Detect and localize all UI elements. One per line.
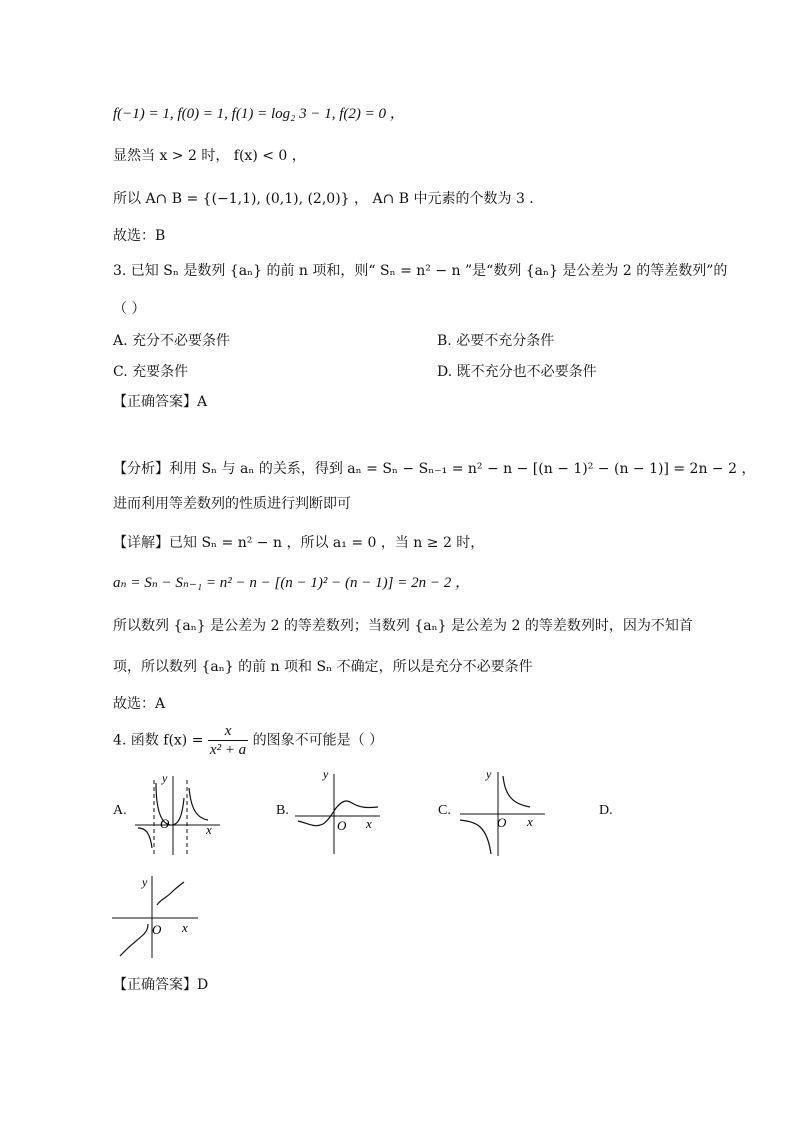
text-line-values: f(−1) = 1, f(0) = 1, f(1) = log₂ 3 − 1, f(2) = 0 ，	[113, 106, 405, 122]
graph-c-x-label: x	[527, 814, 533, 829]
q3-correct-answer: 【正确答案】A	[113, 394, 208, 410]
q4-option-c-label: C.	[438, 803, 451, 818]
answer-choice-q3: 故选：A	[113, 696, 166, 712]
q4-option-d-label: D.	[599, 803, 613, 818]
q4-fraction-denominator: x² + a	[209, 742, 247, 758]
q3-detail: 【详解】已知 Sₙ = n² − n ，所以 a₁ = 0 ，当 n ≥ 2 时，	[113, 535, 485, 551]
graph-b-y-label: y	[323, 767, 329, 781]
q4-fraction	[208, 722, 248, 759]
q3-detail-conclusion: 所以数列 {aₙ} 是公差为 2 的等差数列；当数列 {aₙ} 是公差为 2 的等差数列时，因为不知首	[113, 618, 693, 634]
answer-choice-q2: 故选：B	[113, 228, 166, 244]
question-3-stem: 3. 已知 Sₙ 是数列 {aₙ} 的前 n 项和，则“ Sₙ = n² − n ”是“数列 {aₙ} 是公差为 2 的等差数列”的	[113, 263, 728, 279]
q4-prefix: 4. 函数 f(x) =	[113, 732, 204, 749]
q4-fraction-numerator: x	[208, 722, 248, 741]
q4-option-b-label: B.	[276, 803, 289, 818]
graph-d-y-label: y	[142, 875, 148, 889]
graph-a-y-label: y	[162, 771, 168, 785]
q3-option-b: B. 必要不充分条件	[437, 333, 555, 349]
q4-option-a-label: A.	[113, 803, 127, 818]
graph-option-c	[455, 766, 550, 858]
graph-b-x-label: x	[366, 816, 372, 831]
graph-option-b	[290, 766, 385, 856]
question-4-stem	[113, 722, 383, 759]
graph-option-a	[130, 768, 225, 858]
q3-option-c: C. 充要条件	[113, 364, 189, 380]
graph-c-y-label: y	[486, 767, 492, 781]
question-3-blank: （ ）	[113, 301, 146, 317]
q3-detail-conclusion-cont: 项，所以数列 {aₙ} 的前 n 项和 Sₙ 不确定，所以是充分不必要条件	[113, 659, 533, 675]
graph-d-origin-label: O	[152, 922, 162, 937]
q3-option-a: A. 充分不必要条件	[113, 333, 231, 349]
q3-option-d: D. 既不充分也不必要条件	[437, 364, 597, 380]
graph-a-origin-label: O	[160, 816, 170, 831]
q4-correct-answer: 【正确答案】D	[113, 977, 209, 993]
graph-option-d	[112, 870, 204, 962]
q3-analysis-cont: 进而利用等差数列的性质进行判断即可	[113, 496, 351, 512]
graph-d-x-label: x	[182, 920, 188, 935]
q3-analysis: 【分析】利用 Sₙ 与 aₙ 的关系，得到 aₙ = Sₙ − Sₙ₋₁ = n² − n − [(n − 1)² − (n − 1)] = 2n − 2 ，	[113, 461, 756, 477]
graph-a-x-label: x	[206, 822, 212, 837]
text-line-intersection: 所以 A∩ B = {(−1,1), (0,1), (2,0)} ， A∩ B 中元素的个数为 3 .	[113, 191, 534, 207]
text-line-inequality: 显然当 x > 2 时， f(x) < 0 ，	[113, 148, 306, 164]
graph-c-origin-label: O	[497, 815, 507, 830]
q4-suffix: 的图象不可能是（ ）	[252, 732, 384, 749]
graph-b-origin-label: O	[337, 818, 347, 833]
q3-detail-formula: aₙ = Sₙ − Sₙ₋₁ = n² − n − [(n − 1)² − (n − 1)] = 2n − 2 ，	[113, 575, 470, 591]
